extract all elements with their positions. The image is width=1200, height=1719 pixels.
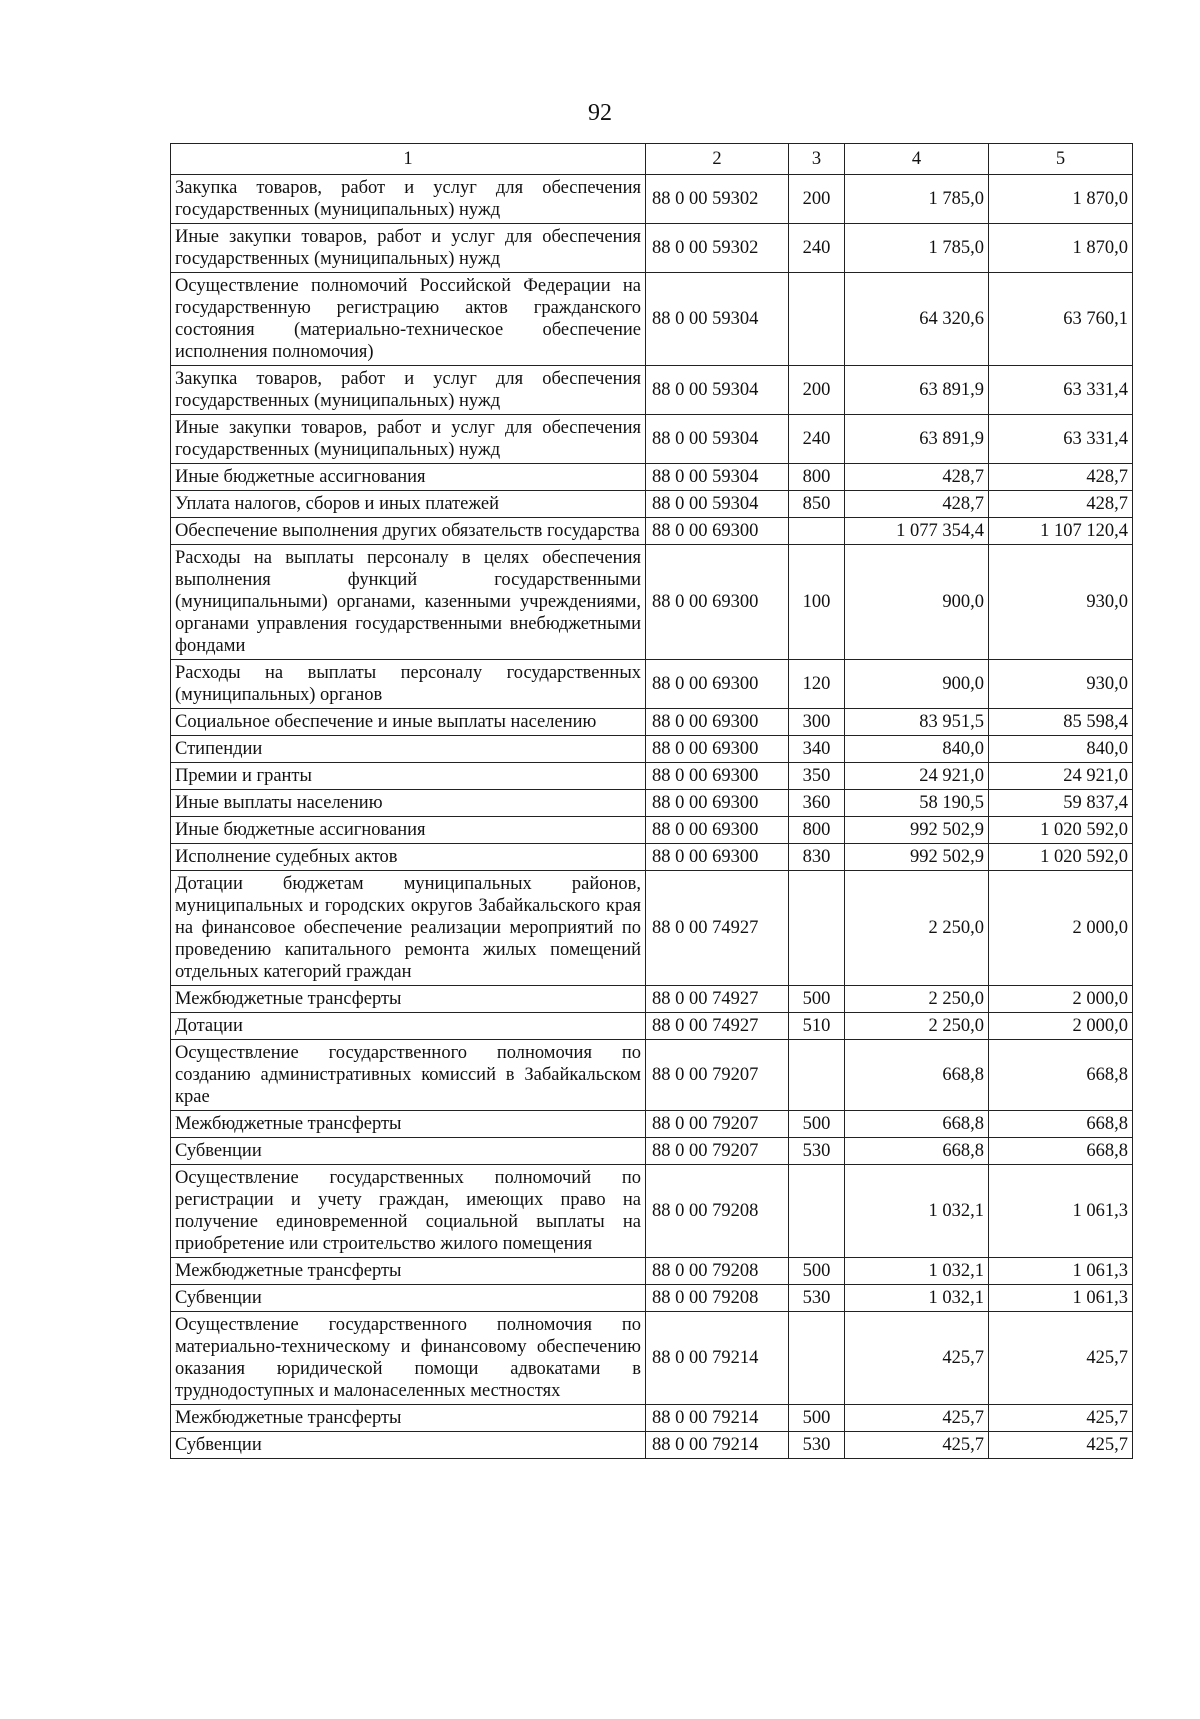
row-name: Иные закупки товаров, работ и услуг для обеспечения государственных (муниципальных) нужд [171, 224, 646, 273]
row-code: 88 0 00 79214 [646, 1432, 789, 1459]
table-row [171, 1312, 1133, 1405]
row-name: Обеспечение выполнения других обязательств государства [171, 518, 646, 545]
table-row [171, 415, 1133, 464]
row-amount-col5: 1 020 592,0 [989, 844, 1133, 871]
row-name: Уплата налогов, сборов и иных платежей [171, 491, 646, 518]
header-cell-5: 5 [989, 144, 1133, 175]
row-type [789, 871, 845, 986]
table-row [171, 1432, 1133, 1459]
table-row [171, 817, 1133, 844]
row-amount-col5: 2 000,0 [989, 1013, 1133, 1040]
row-code: 88 0 00 69300 [646, 790, 789, 817]
row-code: 88 0 00 79208 [646, 1285, 789, 1312]
row-amount-col5: 425,7 [989, 1405, 1133, 1432]
row-type: 530 [789, 1285, 845, 1312]
row-name: Иные бюджетные ассигнования [171, 817, 646, 844]
row-type: 500 [789, 1258, 845, 1285]
table-row [171, 1165, 1133, 1258]
table-row [171, 224, 1133, 273]
table-row [171, 844, 1133, 871]
row-type: 200 [789, 175, 845, 224]
table-row [171, 763, 1133, 790]
row-name: Расходы на выплаты персоналу в целях обеспечения выполнения функций государственными (муниципальными) органами, казенными учреждениями, органами управления государственными внебюджетными фондами [171, 545, 646, 660]
row-amount-col4: 425,7 [845, 1312, 989, 1405]
row-code: 88 0 00 69300 [646, 763, 789, 790]
row-type [789, 273, 845, 366]
row-amount-col4: 64 320,6 [845, 273, 989, 366]
row-amount-col5: 428,7 [989, 491, 1133, 518]
row-amount-col5: 1 870,0 [989, 175, 1133, 224]
table-row [171, 1013, 1133, 1040]
row-amount-col4: 1 077 354,4 [845, 518, 989, 545]
row-amount-col4: 63 891,9 [845, 366, 989, 415]
row-amount-col4: 1 032,1 [845, 1258, 989, 1285]
row-amount-col4: 425,7 [845, 1405, 989, 1432]
row-amount-col5: 2 000,0 [989, 871, 1133, 986]
table-row [171, 986, 1133, 1013]
row-amount-col4: 900,0 [845, 545, 989, 660]
row-name: Межбюджетные трансферты [171, 1111, 646, 1138]
row-name: Иные бюджетные ассигнования [171, 464, 646, 491]
row-code: 88 0 00 79214 [646, 1312, 789, 1405]
row-amount-col4: 58 190,5 [845, 790, 989, 817]
row-code: 88 0 00 59304 [646, 273, 789, 366]
row-type: 240 [789, 415, 845, 464]
row-name: Субвенции [171, 1432, 646, 1459]
row-type: 120 [789, 660, 845, 709]
table-row [171, 1111, 1133, 1138]
table-row [171, 1285, 1133, 1312]
row-name: Субвенции [171, 1138, 646, 1165]
table-row [171, 1138, 1133, 1165]
row-amount-col4: 1 032,1 [845, 1285, 989, 1312]
row-amount-col4: 24 921,0 [845, 763, 989, 790]
table-row [171, 518, 1133, 545]
row-amount-col5: 930,0 [989, 545, 1133, 660]
row-amount-col5: 840,0 [989, 736, 1133, 763]
row-code: 88 0 00 79207 [646, 1040, 789, 1111]
table-row [171, 1258, 1133, 1285]
row-name: Дотации бюджетам муниципальных районов, муниципальных и городских округов Забайкальского края на финансовое обеспечение реализации мероприятий по проведению капитального ремонта жилых помещений отдельных категорий граждан [171, 871, 646, 986]
row-name: Межбюджетные трансферты [171, 1258, 646, 1285]
row-name: Межбюджетные трансферты [171, 1405, 646, 1432]
table-body [171, 175, 1133, 1459]
row-type: 500 [789, 1405, 845, 1432]
row-type: 830 [789, 844, 845, 871]
row-name: Дотации [171, 1013, 646, 1040]
row-amount-col4: 1 785,0 [845, 224, 989, 273]
row-code: 88 0 00 69300 [646, 844, 789, 871]
row-name: Социальное обеспечение и иные выплаты населению [171, 709, 646, 736]
row-code: 88 0 00 79207 [646, 1138, 789, 1165]
row-code: 88 0 00 59304 [646, 415, 789, 464]
table-row [171, 660, 1133, 709]
row-code: 88 0 00 69300 [646, 736, 789, 763]
row-code: 88 0 00 69300 [646, 817, 789, 844]
row-name: Стипендии [171, 736, 646, 763]
row-amount-col4: 668,8 [845, 1111, 989, 1138]
row-amount-col5: 63 760,1 [989, 273, 1133, 366]
row-name: Закупка товаров, работ и услуг для обеспечения государственных (муниципальных) нужд [171, 175, 646, 224]
row-amount-col4: 992 502,9 [845, 844, 989, 871]
row-name: Осуществление полномочий Российской Федерации на государственную регистрацию актов гражданского состояния (материально-техническое обеспечение исполнения полномочия) [171, 273, 646, 366]
row-type: 100 [789, 545, 845, 660]
row-code: 88 0 00 59304 [646, 366, 789, 415]
row-amount-col4: 668,8 [845, 1138, 989, 1165]
header-cell-3: 3 [789, 144, 845, 175]
page-number: 92 [588, 100, 612, 126]
row-type [789, 1165, 845, 1258]
table-row [171, 175, 1133, 224]
row-type: 500 [789, 986, 845, 1013]
row-type: 340 [789, 736, 845, 763]
row-code: 88 0 00 69300 [646, 709, 789, 736]
row-type [789, 518, 845, 545]
row-type: 500 [789, 1111, 845, 1138]
row-type: 350 [789, 763, 845, 790]
row-name: Межбюджетные трансферты [171, 986, 646, 1013]
table-row [171, 790, 1133, 817]
table-row [171, 1405, 1133, 1432]
row-amount-col4: 900,0 [845, 660, 989, 709]
table-row [171, 273, 1133, 366]
row-type: 300 [789, 709, 845, 736]
row-amount-col5: 59 837,4 [989, 790, 1133, 817]
row-code: 88 0 00 74927 [646, 871, 789, 986]
table-row [171, 491, 1133, 518]
row-amount-col5: 63 331,4 [989, 415, 1133, 464]
row-amount-col5: 668,8 [989, 1138, 1133, 1165]
row-amount-col5: 1 061,3 [989, 1285, 1133, 1312]
row-code: 88 0 00 74927 [646, 1013, 789, 1040]
row-code: 88 0 00 69300 [646, 545, 789, 660]
table-row [171, 871, 1133, 986]
row-type: 850 [789, 491, 845, 518]
row-name: Закупка товаров, работ и услуг для обеспечения государственных (муниципальных) нужд [171, 366, 646, 415]
row-name: Осуществление государственных полномочий по регистрации и учету граждан, имеющих право на получение единовременной социальной выплаты на приобретение или строительство жилого помещения [171, 1165, 646, 1258]
row-amount-col5: 425,7 [989, 1312, 1133, 1405]
row-code: 88 0 00 59302 [646, 175, 789, 224]
row-name: Осуществление государственного полномочия по созданию административных комиссий в Забайкальском крае [171, 1040, 646, 1111]
row-name: Расходы на выплаты персоналу государственных (муниципальных) органов [171, 660, 646, 709]
row-code: 88 0 00 59304 [646, 464, 789, 491]
row-amount-col5: 425,7 [989, 1432, 1133, 1459]
row-code: 88 0 00 59304 [646, 491, 789, 518]
row-amount-col4: 428,7 [845, 491, 989, 518]
row-amount-col4: 2 250,0 [845, 871, 989, 986]
row-type: 530 [789, 1432, 845, 1459]
table-row [171, 464, 1133, 491]
row-name: Исполнение судебных актов [171, 844, 646, 871]
row-type [789, 1312, 845, 1405]
row-type: 240 [789, 224, 845, 273]
row-code: 88 0 00 79208 [646, 1258, 789, 1285]
row-code: 88 0 00 79207 [646, 1111, 789, 1138]
row-code: 88 0 00 69300 [646, 660, 789, 709]
row-code: 88 0 00 74927 [646, 986, 789, 1013]
header-cell-2: 2 [646, 144, 789, 175]
row-name: Премии и гранты [171, 763, 646, 790]
row-amount-col4: 63 891,9 [845, 415, 989, 464]
row-amount-col4: 83 951,5 [845, 709, 989, 736]
row-amount-col4: 1 032,1 [845, 1165, 989, 1258]
row-name: Иные закупки товаров, работ и услуг для обеспечения государственных (муниципальных) нужд [171, 415, 646, 464]
table-row [171, 709, 1133, 736]
row-code: 88 0 00 79208 [646, 1165, 789, 1258]
table-row [171, 736, 1133, 763]
budget-table [170, 143, 1133, 1459]
row-amount-col5: 1 107 120,4 [989, 518, 1133, 545]
row-amount-col4: 840,0 [845, 736, 989, 763]
row-type: 530 [789, 1138, 845, 1165]
row-amount-col5: 668,8 [989, 1040, 1133, 1111]
row-amount-col4: 2 250,0 [845, 986, 989, 1013]
row-name: Субвенции [171, 1285, 646, 1312]
row-type: 360 [789, 790, 845, 817]
header-cell-4: 4 [845, 144, 989, 175]
row-amount-col4: 1 785,0 [845, 175, 989, 224]
row-amount-col5: 1 061,3 [989, 1165, 1133, 1258]
row-amount-col5: 930,0 [989, 660, 1133, 709]
row-amount-col4: 668,8 [845, 1040, 989, 1111]
row-name: Иные выплаты населению [171, 790, 646, 817]
row-amount-col5: 1 870,0 [989, 224, 1133, 273]
row-amount-col5: 428,7 [989, 464, 1133, 491]
row-amount-col4: 428,7 [845, 464, 989, 491]
header-row [171, 144, 1133, 175]
row-amount-col4: 425,7 [845, 1432, 989, 1459]
row-name: Осуществление государственного полномочия по материально-техническому и финансовому обеспечению оказания юридической помощи адвокатами в труднодоступных и малонаселенных местностях [171, 1312, 646, 1405]
row-code: 88 0 00 59302 [646, 224, 789, 273]
row-amount-col5: 1 020 592,0 [989, 817, 1133, 844]
row-amount-col5: 2 000,0 [989, 986, 1133, 1013]
row-code: 88 0 00 69300 [646, 518, 789, 545]
row-amount-col5: 24 921,0 [989, 763, 1133, 790]
table-row [171, 366, 1133, 415]
row-amount-col5: 668,8 [989, 1111, 1133, 1138]
table-row [171, 1040, 1133, 1111]
row-amount-col4: 992 502,9 [845, 817, 989, 844]
row-type: 200 [789, 366, 845, 415]
header-cell-1: 1 [171, 144, 646, 175]
row-type: 510 [789, 1013, 845, 1040]
row-amount-col4: 2 250,0 [845, 1013, 989, 1040]
row-code: 88 0 00 79214 [646, 1405, 789, 1432]
row-type: 800 [789, 464, 845, 491]
row-type [789, 1040, 845, 1111]
row-amount-col5: 1 061,3 [989, 1258, 1133, 1285]
row-type: 800 [789, 817, 845, 844]
row-amount-col5: 85 598,4 [989, 709, 1133, 736]
table-row [171, 545, 1133, 660]
row-amount-col5: 63 331,4 [989, 366, 1133, 415]
